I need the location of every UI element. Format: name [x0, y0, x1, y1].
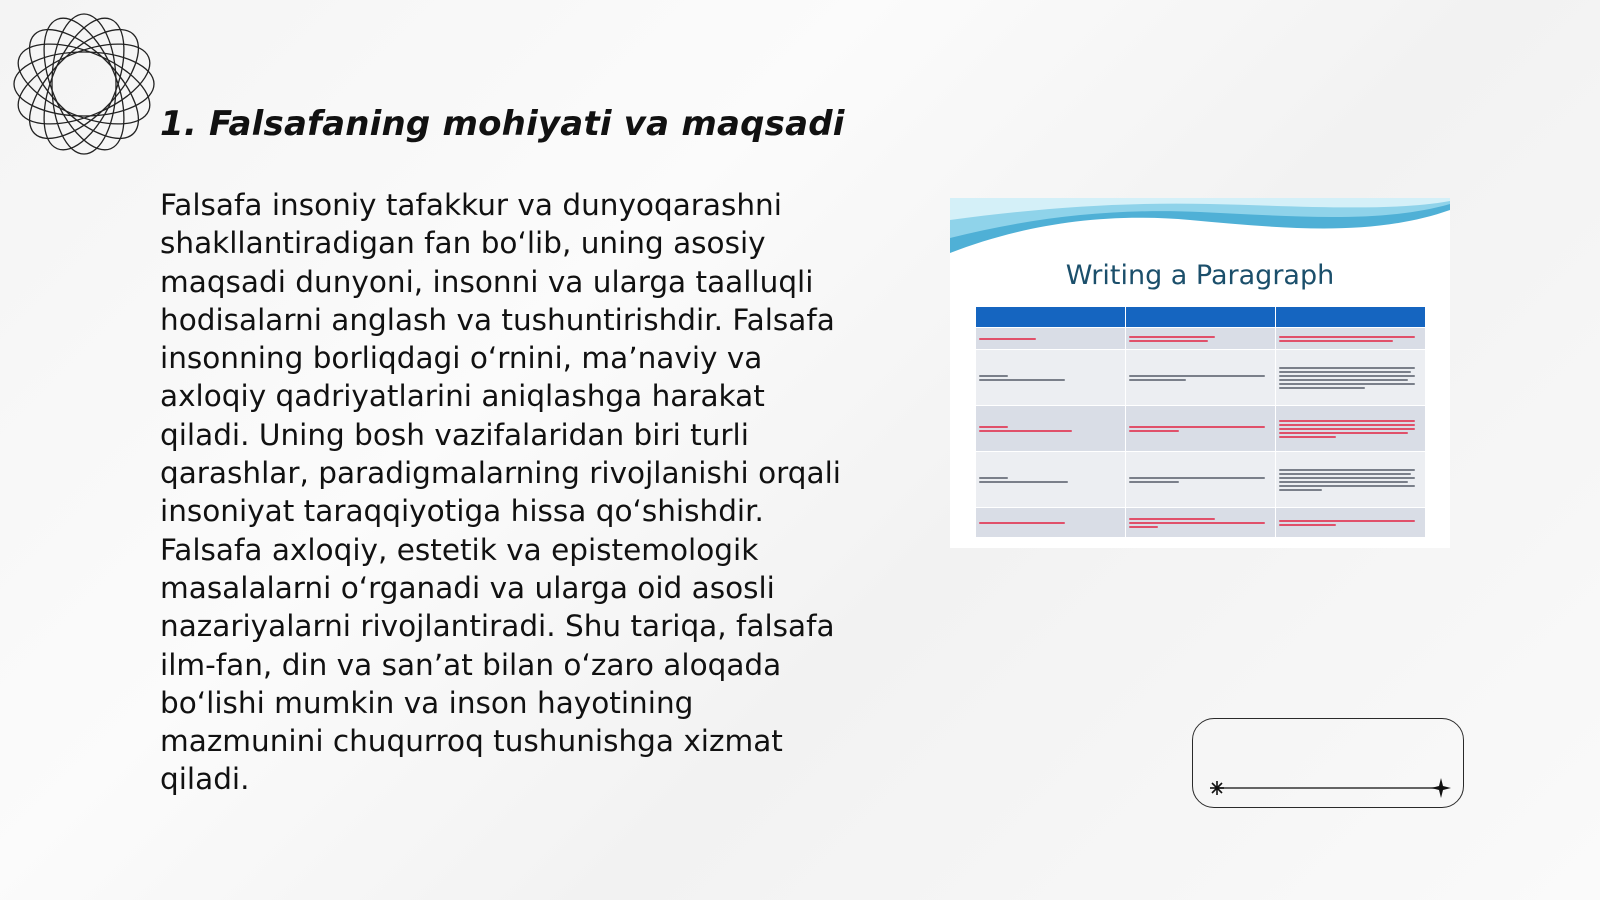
slide-navigation-box [1192, 718, 1464, 808]
slide-title: 1. Falsafaning mohiyati va maqsadi [160, 104, 845, 144]
table-row [976, 406, 1426, 452]
embedded-slide-title: Writing a Paragraph [1065, 260, 1335, 291]
table-row [976, 508, 1426, 538]
table-row [976, 452, 1426, 508]
wave-banner [950, 198, 1450, 258]
embedded-slide-image [950, 198, 1450, 548]
navigation-line [1193, 719, 1465, 809]
table-row [976, 350, 1426, 406]
spirograph-logo-icon [8, 8, 160, 160]
star-icon [1210, 781, 1224, 795]
slide-body-text: Falsafa insoniy tafakkur va dunyoqarashni shakllantiradigan fan bo‘lib, uning asosiy maqsadi dunyoni, insonni va ularga taalluqli hodisalarni anglash va tushuntirishdir. Falsafa insonning borliqdagi o‘rnini, ma’naviy va axloqiy qadriyatlarini aniqlashga harakat qiladi. Uning bosh vazifalaridan biri turli qarashlar, paradigmalarning rivojlanishi orqali insoniyat taraqqiyotiga hissa qo‘shishdir. Falsafa axloqiy, estetik va epistemologik masalalarni o‘rganadi va ularga oid asosli nazariyalarni rivojlantiradi. Shu tariqa, falsafa ilm-fan, din va san’at bilan o‘zaro aloqada bo‘lishi mumkin va inson hayotining mazmunini chuqurroq tushunishga xizmat qiladi. [160, 188, 841, 797]
table-header-row [976, 307, 1426, 328]
embedded-slide-table [975, 306, 1426, 538]
table-row [976, 328, 1426, 350]
sparkle-icon [1431, 778, 1451, 798]
